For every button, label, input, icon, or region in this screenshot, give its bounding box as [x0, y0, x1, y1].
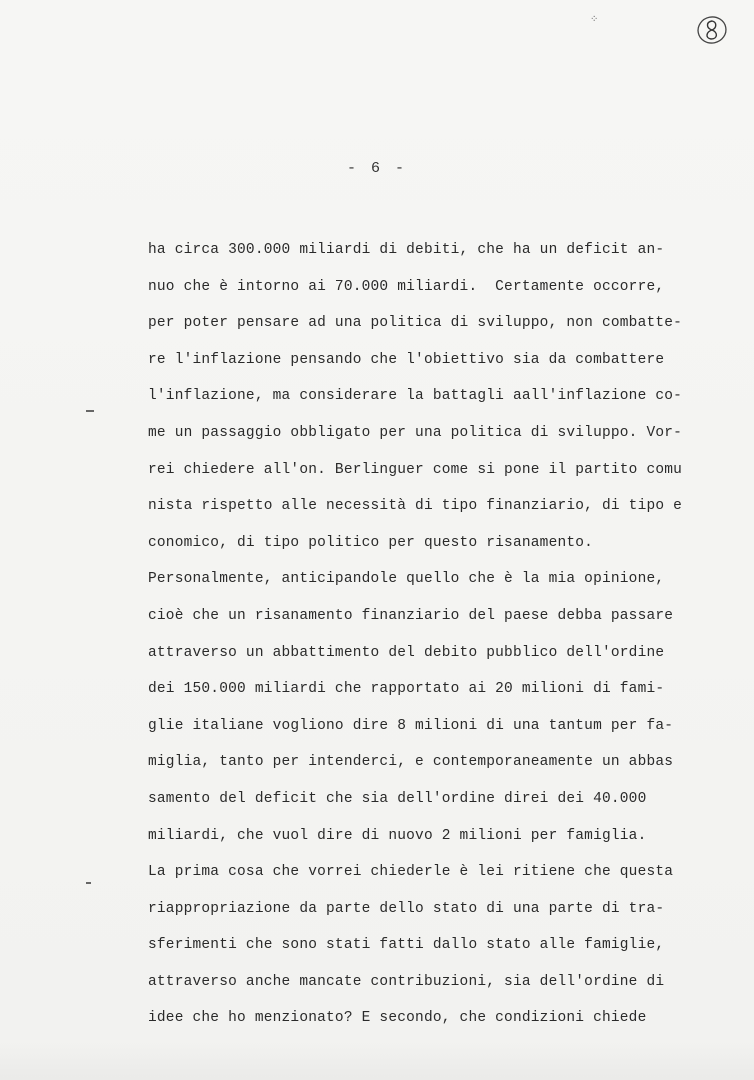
text-line: La prima cosa che vorrei chiederle è lei ritiene che questa: [148, 864, 674, 881]
text-line: riappropriazione da parte dello stato di una parte di tra-: [148, 900, 665, 917]
text-line: glie italiane vogliono dire 8 milioni di una tantum per fa-: [148, 717, 674, 734]
text-line: miglia, tanto per intenderci, e contemporaneamente un abbas: [148, 754, 674, 771]
text-line: rei chiedere all'on. Berlinguer come si pone il partito comu: [148, 461, 683, 478]
text-line: per poter pensare ad una politica di sviluppo, non combatte-: [148, 315, 683, 332]
text-line: re l'inflazione pensando che l'obiettivo sia da combattere: [148, 351, 665, 368]
text-line: miliardi, che vuol dire di nuovo 2 milioni per famiglia.: [148, 827, 647, 844]
text-line: idee che ho menzionato? E secondo, che condizioni chiede: [148, 1010, 647, 1027]
text-line: ha circa 300.000 miliardi di debiti, che ha un deficit an-: [148, 242, 665, 258]
text-line: samento del deficit che sia dell'ordine direi dei 40.000: [148, 790, 647, 807]
text-line: me un passaggio obbligato per una politica di sviluppo. Vor-: [148, 424, 683, 441]
text-line: l'inflazione, ma considerare la battagli aall'inflazione co-: [148, 388, 683, 405]
text-line: conomico, di tipo politico per questo risanamento.: [148, 534, 594, 551]
text-line: dei 150.000 miliardi che rapportato ai 20 milioni di fami-: [148, 681, 665, 698]
text-line: nista rispetto alle necessità di tipo finanziario, di tipo e: [148, 498, 683, 515]
ink-speck: ⁘: [590, 15, 599, 26]
text-line: cioè che un risanamento finanziario del paese debba passare: [148, 607, 674, 624]
text-line: Personalmente, anticipandole quello che è la mia opinione,: [148, 571, 665, 588]
text-line: nuo che è intorno ai 70.000 miliardi. Certamente occorre,: [148, 278, 665, 295]
text-line: sferimenti che sono stati fatti dallo stato alle famiglie,: [148, 937, 665, 954]
typed-text-body: [148, 232, 708, 1037]
handwritten-page-annotation: [695, 12, 729, 46]
margin-mark: [86, 882, 91, 884]
text-line: attraverso un abbattimento del debito pubblico dell'ordine: [148, 644, 665, 661]
text-line: attraverso anche mancate contribuzioni, sia dell'ordine di: [148, 973, 665, 990]
page-edge-shadow: [0, 1040, 754, 1080]
circled-number-icon: [695, 12, 729, 46]
page-number: - 6 -: [346, 160, 407, 177]
margin-mark: [86, 410, 94, 412]
